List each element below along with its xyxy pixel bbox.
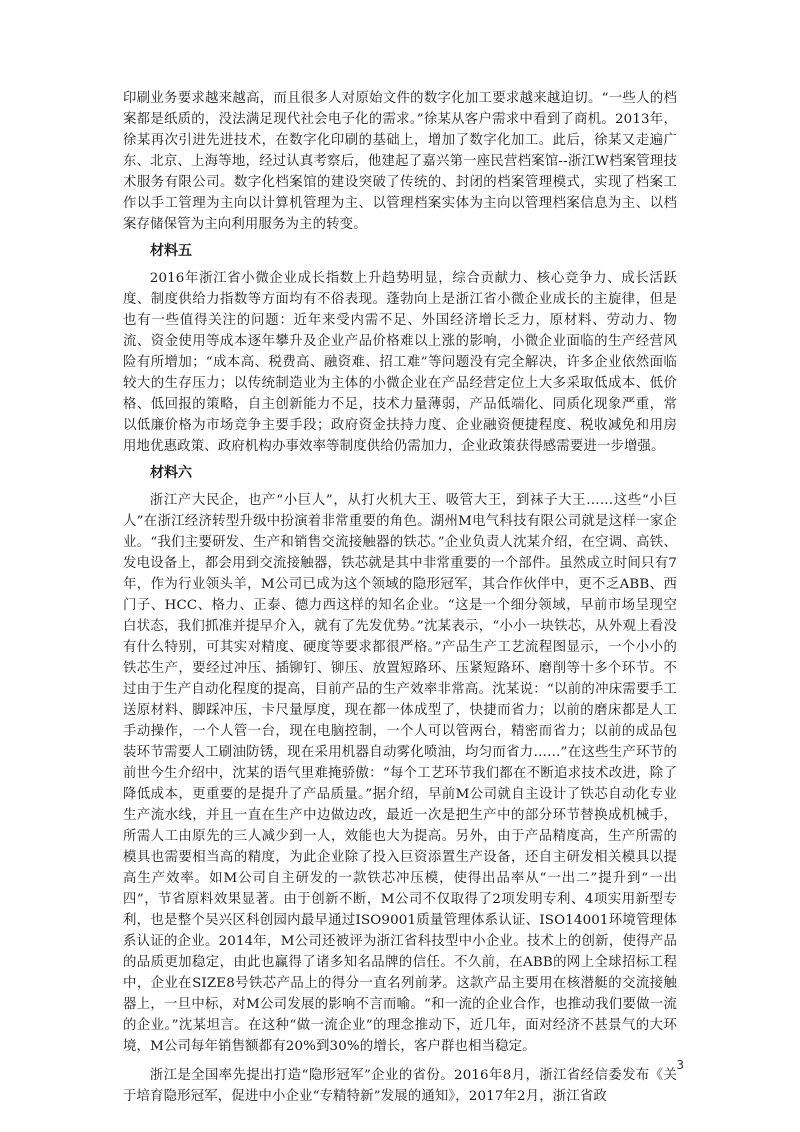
paragraph-hidden-champion: 浙江是全国率先提出打造“隐形冠军”企业的省份。2016年8月，浙江省经信委发布《关于培育隐形冠军，促进中小企业“专精特新”发展的通知》，2017年2月，浙江省政 xyxy=(123,1068,677,1104)
paragraph-material-6: 浙江产大民企，也产“小巨人”，从打火机大王、吸管大王，到袜子大王……这些“小巨人”在浙江经济转型升级中扮演着非常重要的角色。湖州M电气科技有限公司就是这样一家企业。“我们主要研发、生产和销售交流接触器的铁芯。”企业负责人沈某介绍，在空调、高铁、发电设备上，都会用到交流接触器，铁芯就是其中非常重要的一个部件。虽然成立时间只有7年，作为行业领头羊，M公司已成为这个领域的隐形冠军，其合作伙伴中，更不乏ABB、西门子、HCC、格力、正泰、德力西这样的知名企业。“这是一个细分领域，早前市场呈现空白状态，我们抓准并提早介入，就有了先发优势。”沈某表示，“小小一块铁芯，从外观上看没有什么特别，可其实对精度、硬度等要求都很严格。”产品生产工艺流程图显示，一个小小的铁芯生产，要经过冲压、插铆钉、铆压、放置短路环、压紧短路环、磨削等十多个环节。不过由于生产自动化程度的提高，目前产品的生产效率非常高。沈某说：“以前的冲床需要手工送原材料、脚踩冲压，卡尺量厚度，现在都一体成型了，快捷而省力；以前的磨床都是人工手动操作，一个人管一台，现在电脑控制，一个人可以管两台，精密而省力；以前的成品包装环节需要人工刷油防锈，现在采用机器自动雾化喷油，均匀而省力……”在这些生产环节的前世今生介绍中，沈某的语气里难掩骄傲：“每个工艺环节我们都在不断追求技术改进，除了降低成本，更重要的是提升了产品质量。”据介绍，早前M公司就自主设计了铁芯自动化专业生产流水线，并且一直在生产中边做边改，最近一次是把生产中的部分环节替换成机械手，所需人工由原先的三人减少到一人，效能也大为提高。另外，由于产品精度高，生产所需的模具也需要相当高的精度，为此企业除了投入巨资添置生产设备，还自主研发相关模具以提高生产效率。如M公司自主研发的一款铁芯冲压模，使得出品率从“一出二”提升到“一出四”，节省原料效果显著。由于创新不断，M公司不仅取得了2项发明专利、4项实用新型专利，也是整个吴兴区科创园内最早通过ISO9001质量管理体系认证、ISO14001环境管理体系认证的企业。2014年，M公司还被评为浙江省科技型中小企业。技术上的创新，使得产品的品质更加稳定，由此也赢得了诸多知名品牌的信任。不久前，在ABB的网上全球招标工程中，企业在SIZE8号铁芯产品上的得分一直名列前茅。这款产品主要用在核潜艇的交流接触器上，一旦中标，对M公司发展的影响不言而喻。“和一流的企业合作，也推动我们要做一流的企业。”沈某坦言。在这种“做一流企业”的理念推动下，近几年，面对经济不甚景气的大环境，M公司每年销售额都有20%到30%的增长，客户群也相当稳定。 xyxy=(123,493,677,1054)
document-body xyxy=(123,88,677,1107)
paragraph-intro-archive: 印刷业务要求越来越高，而且很多人对原始文件的数字化加工要求越来越迫切。“一些人的档案都是纸质的，没法满足现代社会电子化的需求。”徐某从客户需求中看到了商机。2013年，徐某再次引进先进技术，在数字化印刷的基础上，增加了数字化加工。此后，徐某又走遍广东、北京、上海等地，经过认真考察后，他建起了嘉兴第一座民营档案馆--浙江W档案管理技术服务有限公司。数字化档案馆的建设突破了传统的、封闭的档案管理模式，实现了档案工作以手工管理为主向以计算机管理为主、以管理档案实体为主向以管理档案信息为主、以档案存储保管为主向利用服务为主的转变。 xyxy=(123,91,677,232)
heading-material-6: 材料六 xyxy=(150,465,192,481)
paragraph-material-5: 2016年浙江省小微企业成长指数上升趋势明显，综合贡献力、核心竞争力、成长活跃度、制度供给力指数等方面均有不俗表现。蓬勃向上是浙江省小微企业成长的主旋律，但是也有一些值得关注的问题：近年来受内需不足、外国经济增长乏力，原材料、劳动力、物流、资金使用等成本逐年攀升及企业产品价格难以上涨的影响，小微企业面临的生产经营风险有所增加；“成本高、税费高、融资难、招工难”等问题没有完全解决，许多企业依然面临较大的生存压力；以传统制造业为主体的小微企业在产品经营定位上大多采取低成本、低价格、低回报的策略，自主创新能力不足，技术力量薄弱，产品低端化、同质化现象严重，常以低廉价格为市场竞争主要手段；政府资金扶持力度、企业融资便捷程度、税收减免和用房用地优惠政策、政府机构办事效率等制度供给仍需加力，企业政策获得感需要进一步增强。 xyxy=(123,271,677,454)
heading-material-5: 材料五 xyxy=(150,243,192,259)
page-number: 3 xyxy=(676,1058,684,1072)
